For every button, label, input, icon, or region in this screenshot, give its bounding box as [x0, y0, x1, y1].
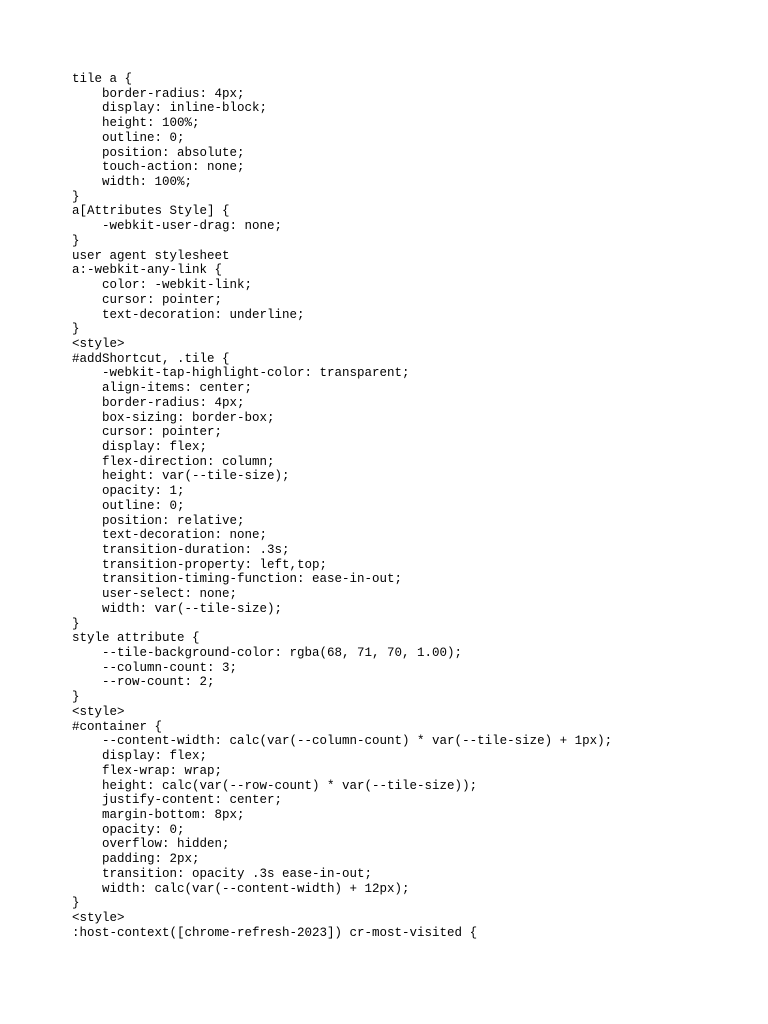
- code-line: }: [72, 690, 80, 705]
- code-line: <style>: [72, 336, 125, 351]
- code-line: --tile-background-color: rgba(68, 71, 70, 1.00);: [72, 646, 463, 661]
- code-line: a[Attributes Style] {: [72, 204, 230, 219]
- code-line: user-select: none;: [72, 587, 238, 602]
- code-line: text-decoration: none;: [72, 528, 268, 543]
- code-line: color: -webkit-link;: [72, 278, 253, 293]
- code-line: }: [72, 896, 80, 911]
- code-line: <style>: [72, 910, 125, 925]
- code-line: opacity: 0;: [72, 822, 185, 837]
- code-line: position: relative;: [72, 513, 245, 528]
- code-line: cursor: pointer;: [72, 425, 223, 440]
- code-line: transition-duration: .3s;: [72, 543, 290, 557]
- code-line: align-items: center;: [72, 381, 253, 396]
- code-line: justify-content: center;: [72, 793, 283, 808]
- code-line: }: [72, 616, 80, 631]
- code-line: box-sizing: border-box;: [72, 410, 275, 425]
- code-line: padding: 2px;: [72, 852, 200, 867]
- code-line: display: flex;: [72, 749, 208, 764]
- code-line: #addShortcut, .tile {: [72, 351, 230, 366]
- code-line: margin-bottom: 8px;: [72, 807, 245, 822]
- code-line: -webkit-tap-highlight-color: transparent;: [72, 366, 410, 381]
- code-line: text-decoration: underline;: [72, 307, 305, 322]
- code-line: display: flex;: [72, 439, 208, 454]
- code-line: width: calc(var(--content-width) + 12px);: [72, 881, 410, 896]
- code-line: width: 100%;: [72, 175, 193, 190]
- code-line: flex-wrap: wrap;: [72, 763, 223, 778]
- code-line: tile a {: [72, 72, 133, 86]
- code-line: style attribute {: [72, 631, 200, 646]
- code-line: <style>: [72, 704, 125, 719]
- code-line: outline: 0;: [72, 498, 185, 513]
- code-line: flex-direction: column;: [72, 454, 275, 469]
- code-line: opacity: 1;: [72, 484, 185, 499]
- code-line: a:-webkit-any-link {: [72, 263, 223, 278]
- code-line: touch-action: none;: [72, 160, 245, 175]
- code-line: }: [72, 322, 80, 337]
- code-line: outline: 0;: [72, 130, 185, 145]
- code-line: overflow: hidden;: [72, 837, 230, 852]
- code-line: -webkit-user-drag: none;: [72, 219, 283, 234]
- code-line: display: inline-block;: [72, 101, 268, 116]
- code-line: transition-timing-function: ease-in-out;: [72, 572, 403, 587]
- code-line: position: absolute;: [72, 145, 245, 160]
- code-line: }: [72, 233, 80, 248]
- code-line: cursor: pointer;: [72, 292, 223, 307]
- code-line: user agent stylesheet: [72, 248, 230, 263]
- code-line: transition: opacity .3s ease-in-out;: [72, 866, 373, 881]
- code-line: --column-count: 3;: [72, 660, 238, 675]
- code-line: height: calc(var(--row-count) * var(--tile-size));: [72, 778, 478, 793]
- code-line: height: var(--tile-size);: [72, 469, 290, 484]
- code-line: height: 100%;: [72, 116, 200, 131]
- code-line: border-radius: 4px;: [72, 395, 245, 410]
- code-line: #container {: [72, 719, 163, 734]
- code-line: --row-count: 2;: [72, 675, 215, 690]
- code-line: }: [72, 189, 80, 204]
- code-line: --content-width: calc(var(--column-count) * var(--tile-size) + 1px);: [72, 734, 613, 749]
- css-style-listing: [72, 72, 752, 940]
- code-line: :host-context([chrome-refresh-2023]) cr-most-visited {: [72, 925, 478, 940]
- code-line: width: var(--tile-size);: [72, 601, 283, 616]
- code-line: transition-property: left,top;: [72, 557, 328, 572]
- code-line: border-radius: 4px;: [72, 86, 245, 101]
